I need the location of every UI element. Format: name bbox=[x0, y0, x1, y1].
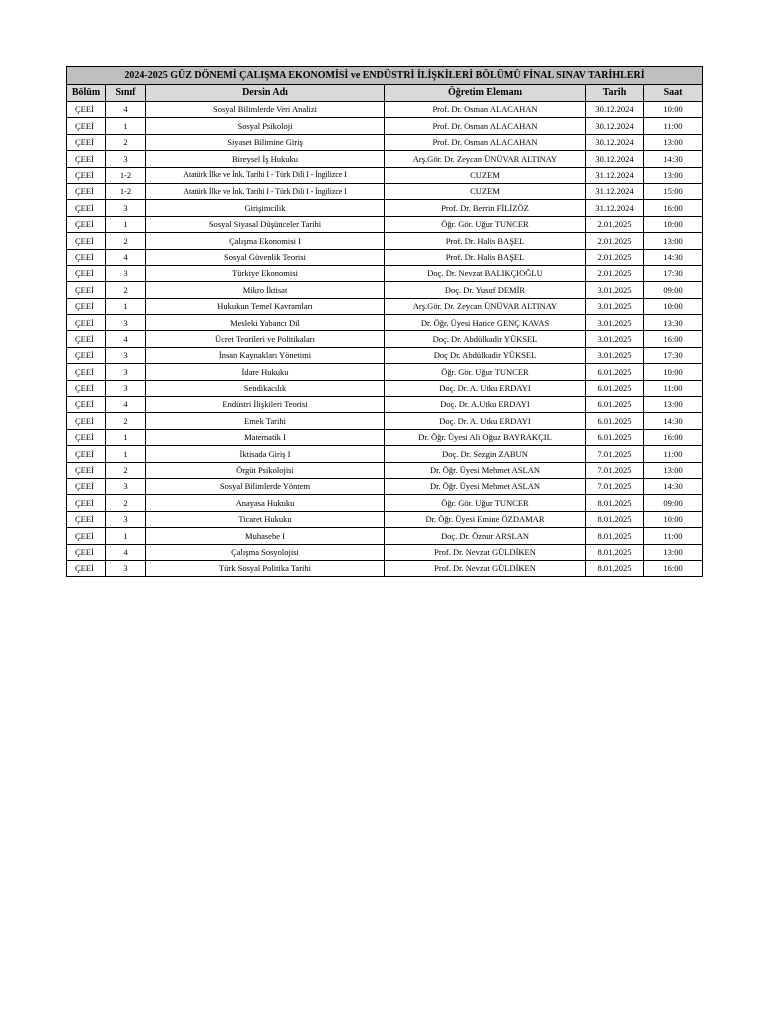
table-row bbox=[67, 364, 703, 380]
cell-sinif: 1 bbox=[106, 528, 146, 544]
cell-bolum: ÇEEİ bbox=[67, 446, 106, 462]
cell-tarih: 7.01.2025 bbox=[586, 478, 644, 494]
header-sinif: Sınıf bbox=[106, 85, 146, 102]
cell-saat: 16:00 bbox=[644, 560, 703, 576]
cell-saat: 13:00 bbox=[644, 397, 703, 413]
cell-hoca: Öğr. Gör. Uğur TUNCER bbox=[385, 364, 586, 380]
cell-saat: 17:30 bbox=[644, 347, 703, 363]
cell-sinif: 1-2 bbox=[106, 167, 146, 183]
cell-sinif: 3 bbox=[106, 200, 146, 216]
cell-tarih: 3.01.2025 bbox=[586, 282, 644, 298]
cell-bolum: ÇEEİ bbox=[67, 216, 106, 232]
cell-sinif: 1-2 bbox=[106, 183, 146, 199]
cell-bolum: ÇEEİ bbox=[67, 118, 106, 134]
header-row bbox=[67, 85, 703, 102]
cell-ders: Mikro İktisat bbox=[146, 282, 385, 298]
cell-saat: 13:00 bbox=[644, 134, 703, 150]
table-row bbox=[67, 397, 703, 413]
cell-ders: Hukukun Temel Kavramları bbox=[146, 298, 385, 314]
cell-tarih: 30.12.2024 bbox=[586, 134, 644, 150]
cell-ders: İktisada Giriş I bbox=[146, 446, 385, 462]
cell-tarih: 8.01.2025 bbox=[586, 544, 644, 560]
cell-ders: Bireysel İş Hukuku bbox=[146, 151, 385, 167]
cell-hoca: Dr. Öğr. Üyesi Ali Oğuz BAYRAKÇIL bbox=[385, 429, 586, 445]
cell-bolum: ÇEEİ bbox=[67, 315, 106, 331]
cell-bolum: ÇEEİ bbox=[67, 380, 106, 396]
table-row bbox=[67, 315, 703, 331]
table-row bbox=[67, 528, 703, 544]
cell-bolum: ÇEEİ bbox=[67, 183, 106, 199]
cell-sinif: 4 bbox=[106, 544, 146, 560]
cell-hoca: Doç. Dr. Nevzat BALIKÇIOĞLU bbox=[385, 265, 586, 281]
cell-tarih: 31.12.2024 bbox=[586, 183, 644, 199]
cell-ders: Çalışma Ekonomisi I bbox=[146, 233, 385, 249]
cell-hoca: Prof. Dr. Osman ALACAHAN bbox=[385, 134, 586, 150]
cell-saat: 11:00 bbox=[644, 446, 703, 462]
cell-hoca: Öğr. Gör. Uğur TUNCER bbox=[385, 216, 586, 232]
cell-bolum: ÇEEİ bbox=[67, 200, 106, 216]
cell-sinif: 2 bbox=[106, 462, 146, 478]
cell-tarih: 8.01.2025 bbox=[586, 528, 644, 544]
table-row bbox=[67, 331, 703, 347]
cell-ders: Sosyal Güvenlik Teorisi bbox=[146, 249, 385, 265]
cell-bolum: ÇEEİ bbox=[67, 233, 106, 249]
cell-saat: 10:00 bbox=[644, 364, 703, 380]
cell-tarih: 6.01.2025 bbox=[586, 364, 644, 380]
cell-tarih: 30.12.2024 bbox=[586, 118, 644, 134]
cell-bolum: ÇEEİ bbox=[67, 544, 106, 560]
cell-bolum: ÇEEİ bbox=[67, 282, 106, 298]
title-row bbox=[67, 67, 703, 85]
cell-tarih: 6.01.2025 bbox=[586, 413, 644, 429]
cell-bolum: ÇEEİ bbox=[67, 413, 106, 429]
cell-sinif: 2 bbox=[106, 233, 146, 249]
cell-ders: Ücret Teorileri ve Politikaları bbox=[146, 331, 385, 347]
cell-bolum: ÇEEİ bbox=[67, 298, 106, 314]
cell-hoca: Öğr. Gör. Uğur TUNCER bbox=[385, 495, 586, 511]
table-row bbox=[67, 183, 703, 199]
cell-hoca: Prof. Dr. Osman ALACAHAN bbox=[385, 102, 586, 118]
cell-tarih: 2.01.2025 bbox=[586, 265, 644, 281]
cell-saat: 14:30 bbox=[644, 151, 703, 167]
cell-ders: Emek Tarihi bbox=[146, 413, 385, 429]
table-row bbox=[67, 167, 703, 183]
cell-tarih: 3.01.2025 bbox=[586, 347, 644, 363]
cell-sinif: 2 bbox=[106, 134, 146, 150]
cell-tarih: 8.01.2025 bbox=[586, 560, 644, 576]
cell-tarih: 6.01.2025 bbox=[586, 397, 644, 413]
cell-tarih: 6.01.2025 bbox=[586, 380, 644, 396]
cell-ders: Mesleki Yabancı Dil bbox=[146, 315, 385, 331]
table-row bbox=[67, 495, 703, 511]
table-row bbox=[67, 380, 703, 396]
cell-saat: 15:00 bbox=[644, 183, 703, 199]
cell-sinif: 3 bbox=[106, 560, 146, 576]
cell-saat: 13:00 bbox=[644, 462, 703, 478]
cell-bolum: ÇEEİ bbox=[67, 429, 106, 445]
cell-bolum: ÇEEİ bbox=[67, 167, 106, 183]
cell-tarih: 3.01.2025 bbox=[586, 315, 644, 331]
cell-ders: Atatürk İlke ve İnk. Tarihi I - Türk Dili I - İngilizce I bbox=[146, 167, 385, 183]
cell-sinif: 2 bbox=[106, 282, 146, 298]
table-row bbox=[67, 282, 703, 298]
cell-saat: 13:00 bbox=[644, 544, 703, 560]
cell-saat: 10:00 bbox=[644, 102, 703, 118]
cell-hoca: Doç. Dr. A. Utku ERDAYI bbox=[385, 380, 586, 396]
cell-saat: 14:30 bbox=[644, 249, 703, 265]
cell-hoca: Doç. Dr. A.Utku ERDAYI bbox=[385, 397, 586, 413]
cell-tarih: 30.12.2024 bbox=[586, 151, 644, 167]
cell-ders: Muhasebe I bbox=[146, 528, 385, 544]
cell-ders: Matematik I bbox=[146, 429, 385, 445]
cell-ders: Örgüt Psikolojisi bbox=[146, 462, 385, 478]
cell-bolum: ÇEEİ bbox=[67, 462, 106, 478]
cell-tarih: 3.01.2025 bbox=[586, 298, 644, 314]
cell-bolum: ÇEEİ bbox=[67, 478, 106, 494]
cell-saat: 09:00 bbox=[644, 282, 703, 298]
cell-ders: Çalışma Sosyolojisi bbox=[146, 544, 385, 560]
cell-sinif: 3 bbox=[106, 315, 146, 331]
cell-saat: 14:30 bbox=[644, 413, 703, 429]
cell-hoca: Doç. Dr. A. Utku ERDAYI bbox=[385, 413, 586, 429]
cell-sinif: 1 bbox=[106, 446, 146, 462]
cell-ders: Sendikacılık bbox=[146, 380, 385, 396]
cell-hoca: Doç Dr. Abdülkadir YÜKSEL bbox=[385, 347, 586, 363]
cell-hoca: CUZEM bbox=[385, 183, 586, 199]
header-ders: Dersin Adı bbox=[146, 85, 385, 102]
table-row bbox=[67, 478, 703, 494]
cell-saat: 13:00 bbox=[644, 233, 703, 249]
table-row bbox=[67, 429, 703, 445]
schedule-body bbox=[67, 102, 703, 577]
cell-bolum: ÇEEİ bbox=[67, 528, 106, 544]
cell-hoca: Arş.Gör. Dr. Zeycan ÜNÜVAR ALTINAY bbox=[385, 298, 586, 314]
cell-saat: 10:00 bbox=[644, 216, 703, 232]
cell-sinif: 3 bbox=[106, 511, 146, 527]
cell-sinif: 1 bbox=[106, 298, 146, 314]
cell-ders: Anayasa Hukuku bbox=[146, 495, 385, 511]
cell-sinif: 1 bbox=[106, 429, 146, 445]
cell-tarih: 7.01.2025 bbox=[586, 446, 644, 462]
cell-saat: 16:00 bbox=[644, 331, 703, 347]
cell-hoca: CUZEM bbox=[385, 167, 586, 183]
cell-saat: 09:00 bbox=[644, 495, 703, 511]
cell-bolum: ÇEEİ bbox=[67, 249, 106, 265]
cell-tarih: 2.01.2025 bbox=[586, 249, 644, 265]
cell-ders: Türk Sosyal Politika Tarihi bbox=[146, 560, 385, 576]
cell-bolum: ÇEEİ bbox=[67, 347, 106, 363]
table-row bbox=[67, 413, 703, 429]
cell-bolum: ÇEEİ bbox=[67, 265, 106, 281]
table-row bbox=[67, 347, 703, 363]
table-row bbox=[67, 544, 703, 560]
cell-bolum: ÇEEİ bbox=[67, 134, 106, 150]
cell-saat: 17:30 bbox=[644, 265, 703, 281]
cell-ders: Sosyal Bilimlerde Yöntem bbox=[146, 478, 385, 494]
cell-bolum: ÇEEİ bbox=[67, 102, 106, 118]
table-row bbox=[67, 118, 703, 134]
header-hoca: Öğretim Elemanı bbox=[385, 85, 586, 102]
cell-sinif: 3 bbox=[106, 364, 146, 380]
cell-ders: Siyaset Bilimine Giriş bbox=[146, 134, 385, 150]
cell-ders: İnsan Kaynakları Yönetimi bbox=[146, 347, 385, 363]
cell-sinif: 1 bbox=[106, 118, 146, 134]
cell-hoca: Prof. Dr. Nevzat GÜLDİKEN bbox=[385, 560, 586, 576]
cell-sinif: 3 bbox=[106, 478, 146, 494]
cell-ders: Atatürk İlke ve İnk. Tarihi I - Türk Dili I - İngilizce I bbox=[146, 183, 385, 199]
cell-ders: Endüstri İlişkileri Teorisi bbox=[146, 397, 385, 413]
cell-ders: Sosyal Psikoloji bbox=[146, 118, 385, 134]
cell-bolum: ÇEEİ bbox=[67, 560, 106, 576]
cell-bolum: ÇEEİ bbox=[67, 364, 106, 380]
table-row bbox=[67, 102, 703, 118]
exam-schedule-table bbox=[66, 66, 703, 577]
cell-saat: 13:30 bbox=[644, 315, 703, 331]
cell-sinif: 4 bbox=[106, 102, 146, 118]
cell-hoca: Prof. Dr. Nevzat GÜLDİKEN bbox=[385, 544, 586, 560]
table-row bbox=[67, 151, 703, 167]
table-row bbox=[67, 446, 703, 462]
table-row bbox=[67, 298, 703, 314]
cell-hoca: Prof. Dr. Halis BAŞEL bbox=[385, 233, 586, 249]
cell-tarih: 2.01.2025 bbox=[586, 233, 644, 249]
cell-hoca: Doç. Dr. Abdülkadir YÜKSEL bbox=[385, 331, 586, 347]
cell-sinif: 4 bbox=[106, 249, 146, 265]
cell-saat: 14:30 bbox=[644, 478, 703, 494]
cell-sinif: 4 bbox=[106, 397, 146, 413]
table-row bbox=[67, 216, 703, 232]
cell-bolum: ÇEEİ bbox=[67, 331, 106, 347]
cell-tarih: 8.01.2025 bbox=[586, 495, 644, 511]
cell-saat: 16:00 bbox=[644, 429, 703, 445]
cell-saat: 10:00 bbox=[644, 298, 703, 314]
cell-ders: Girişimcilik bbox=[146, 200, 385, 216]
table-row bbox=[67, 462, 703, 478]
table-row bbox=[67, 511, 703, 527]
cell-saat: 11:00 bbox=[644, 380, 703, 396]
cell-hoca: Dr. Öğr. Üyesi Emine ÖZDAMAR bbox=[385, 511, 586, 527]
table-row bbox=[67, 249, 703, 265]
cell-hoca: Doç. Dr. Öznur ARSLAN bbox=[385, 528, 586, 544]
header-saat: Saat bbox=[644, 85, 703, 102]
cell-saat: 11:00 bbox=[644, 118, 703, 134]
cell-ders: Türkiye Ekonomisi bbox=[146, 265, 385, 281]
cell-bolum: ÇEEİ bbox=[67, 397, 106, 413]
cell-hoca: Arş.Gör. Dr. Zeycan ÜNÜVAR ALTINAY bbox=[385, 151, 586, 167]
table-row bbox=[67, 560, 703, 576]
cell-tarih: 8.01.2025 bbox=[586, 511, 644, 527]
cell-ders: Sosyal Bilimlerde Veri Analizi bbox=[146, 102, 385, 118]
cell-sinif: 2 bbox=[106, 413, 146, 429]
cell-bolum: ÇEEİ bbox=[67, 151, 106, 167]
cell-hoca: Prof. Dr. Berrin FİLİZÖZ bbox=[385, 200, 586, 216]
cell-tarih: 30.12.2024 bbox=[586, 102, 644, 118]
table-row bbox=[67, 265, 703, 281]
table-row bbox=[67, 200, 703, 216]
cell-saat: 11:00 bbox=[644, 528, 703, 544]
schedule-title: 2024-2025 GÜZ DÖNEMİ ÇALIŞMA EKONOMİSİ ve ENDÜSTRİ İLİŞKİLERİ BÖLÜMÜ FİNAL SINAV TARİHLERİ bbox=[67, 67, 703, 85]
cell-ders: Ticaret Hukuku bbox=[146, 511, 385, 527]
cell-sinif: 3 bbox=[106, 380, 146, 396]
cell-tarih: 2.01.2025 bbox=[586, 216, 644, 232]
cell-tarih: 31.12.2024 bbox=[586, 200, 644, 216]
cell-hoca: Dr. Öğr. Üyesi Hatice GENÇ KAVAS bbox=[385, 315, 586, 331]
header-tarih: Tarih bbox=[586, 85, 644, 102]
cell-hoca: Prof. Dr. Halis BAŞEL bbox=[385, 249, 586, 265]
cell-sinif: 1 bbox=[106, 216, 146, 232]
cell-bolum: ÇEEİ bbox=[67, 511, 106, 527]
table-row bbox=[67, 233, 703, 249]
header-bolum: Bölüm bbox=[67, 85, 106, 102]
cell-tarih: 7.01.2025 bbox=[586, 462, 644, 478]
cell-tarih: 6.01.2025 bbox=[586, 429, 644, 445]
cell-tarih: 31.12.2024 bbox=[586, 167, 644, 183]
cell-hoca: Doç. Dr. Yusuf DEMİR bbox=[385, 282, 586, 298]
cell-sinif: 3 bbox=[106, 347, 146, 363]
cell-hoca: Dr. Öğr. Üyesi Mehmet ASLAN bbox=[385, 478, 586, 494]
cell-saat: 13:00 bbox=[644, 167, 703, 183]
cell-sinif: 3 bbox=[106, 265, 146, 281]
cell-ders: İdare Hukuku bbox=[146, 364, 385, 380]
cell-sinif: 3 bbox=[106, 151, 146, 167]
table-row bbox=[67, 134, 703, 150]
cell-hoca: Doç. Dr. Sezgin ZABUN bbox=[385, 446, 586, 462]
cell-sinif: 2 bbox=[106, 495, 146, 511]
cell-bolum: ÇEEİ bbox=[67, 495, 106, 511]
cell-hoca: Dr. Öğr. Üyesi Mehmet ASLAN bbox=[385, 462, 586, 478]
cell-tarih: 3.01.2025 bbox=[586, 331, 644, 347]
cell-saat: 10:00 bbox=[644, 511, 703, 527]
cell-hoca: Prof. Dr. Osman ALACAHAN bbox=[385, 118, 586, 134]
cell-sinif: 4 bbox=[106, 331, 146, 347]
cell-saat: 16:00 bbox=[644, 200, 703, 216]
cell-ders: Sosyal Siyasal Düşünceler Tarihi bbox=[146, 216, 385, 232]
